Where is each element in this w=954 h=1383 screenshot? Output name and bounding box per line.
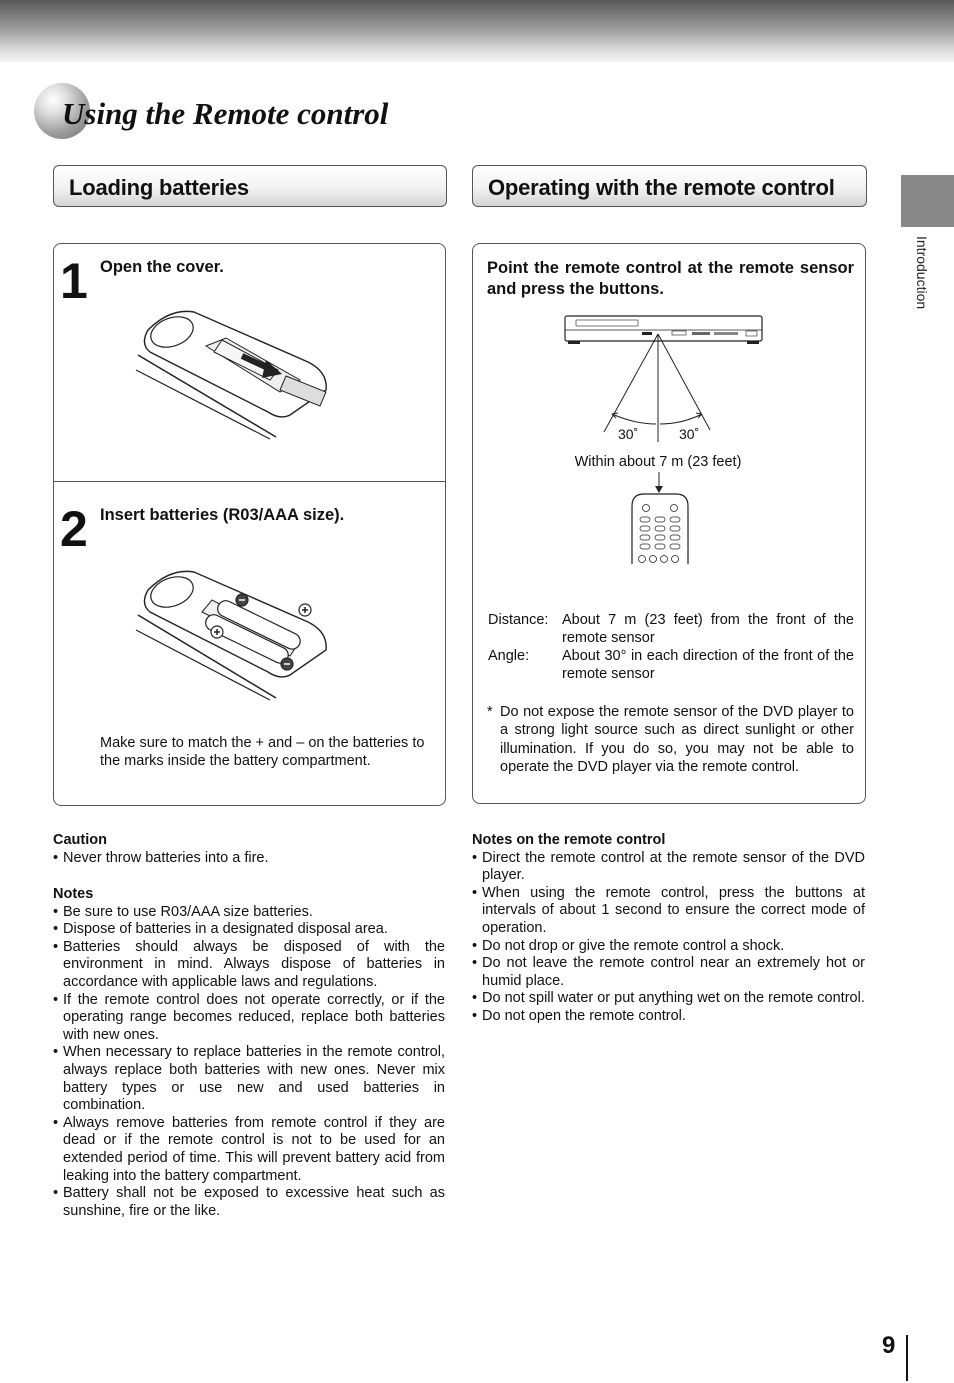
range-spec-table	[488, 611, 854, 683]
remote-notes-section	[472, 832, 865, 1026]
dvd-player-drawing	[565, 316, 762, 344]
step-1-number: 1	[60, 253, 86, 309]
step-2-number: 2	[60, 501, 86, 557]
side-tab-label: Introduction	[914, 236, 930, 310]
battery-notes-list	[53, 904, 445, 1221]
list-item: • Do not spill water or put anything wet on the remote control.	[472, 990, 865, 1008]
range-label: Within about 7 m (23 feet)	[574, 454, 742, 470]
header-band	[0, 0, 954, 62]
spec-value: About 30° in each direction of the front of the remote sensor	[562, 648, 854, 682]
battery-polarity-note: Make sure to match the + and – on the batteries to the marks inside the battery compartment.	[100, 735, 425, 769]
operating-heading: Operating with the remote control	[488, 175, 835, 200]
list-item: • Battery shall not be exposed to excessive heat such as sunshine, fire or the like.	[53, 1185, 445, 1220]
notes-heading: Notes	[53, 886, 94, 902]
caution-section	[53, 831, 445, 867]
warning-text: Do not expose the remote sensor of the DVD player to a strong light source such as direct sunlight or other illumination. If you do so, you may not be able to operate the DVD player via the remote control.	[500, 704, 854, 775]
list-item: • When using the remote control, press the buttons at intervals of about 1 second to ensure the correct mode of operation.	[472, 885, 865, 938]
step-1-title: Open the cover.	[100, 258, 224, 276]
operating-heading-tab	[472, 165, 867, 207]
list-item: • Direct the remote control at the remote sensor of the DVD player.	[472, 850, 865, 885]
spec-row-angle	[488, 647, 854, 683]
step-2-title: Insert batteries (R03/AAA size).	[100, 506, 345, 524]
list-item: • Always remove batteries from remote control if they are dead or if the remote control is not to be used for an extended period of time. This will prevent battery acid from leaking into the battery compartment.	[53, 1115, 445, 1185]
light-source-warning	[487, 703, 854, 776]
remote-notes-list	[472, 850, 865, 1026]
spec-label: Angle:	[488, 648, 530, 664]
list-item: • When necessary to replace batteries in the remote control, always replace both batteries with new ones. Never mix battery types or use new and used batteries in combination.	[53, 1044, 445, 1114]
page-title: Using the Remote control	[62, 96, 389, 131]
list-item: • Be sure to use R03/AAA size batteries.	[53, 904, 445, 922]
list-item: • Dispose of batteries in a designated disposal area.	[53, 921, 445, 939]
list-item: • If the remote control does not operate correctly, or if the operating range becomes reduced, replace both batteries with new ones.	[53, 992, 445, 1045]
asterisk-mark: *	[487, 704, 493, 720]
spec-row-distance	[488, 611, 854, 647]
angle-left-label: 30˚	[618, 426, 639, 442]
list-item: • Never throw batteries into a fire.	[53, 849, 445, 867]
section-side-tab	[901, 175, 954, 227]
spec-value: About 7 m (23 feet) from the front of the remote sensor	[562, 612, 854, 646]
loading-batteries-heading-tab	[53, 165, 447, 207]
remote-open-cover-illustration	[130, 300, 340, 440]
step-divider	[54, 481, 445, 482]
remote-control-drawing	[632, 494, 688, 564]
operating-instruction: Point the remote control at the remote sensor and press the buttons.	[487, 259, 854, 298]
page-number: 9	[882, 1332, 896, 1359]
page-number-rule	[906, 1335, 908, 1381]
remote-battery-illustration	[130, 560, 340, 705]
remote-range-diagram	[560, 310, 770, 570]
battery-notes-section	[53, 886, 445, 1220]
loading-batteries-heading: Loading batteries	[69, 175, 249, 200]
caution-heading: Caution	[53, 832, 107, 848]
list-item: • Do not drop or give the remote control a shock.	[472, 938, 865, 956]
list-item: • Batteries should always be disposed of with the environment in mind. Always dispose of batteries in accordance with applicable laws and regulations.	[53, 939, 445, 992]
remote-notes-heading: Notes on the remote control	[472, 832, 666, 848]
angle-right-label: 30˚	[679, 426, 700, 442]
caution-list	[53, 849, 445, 867]
spec-label: Distance:	[488, 612, 549, 628]
list-item: • Do not open the remote control.	[472, 1008, 865, 1026]
list-item: • Do not leave the remote control near an extremely hot or humid place.	[472, 955, 865, 990]
